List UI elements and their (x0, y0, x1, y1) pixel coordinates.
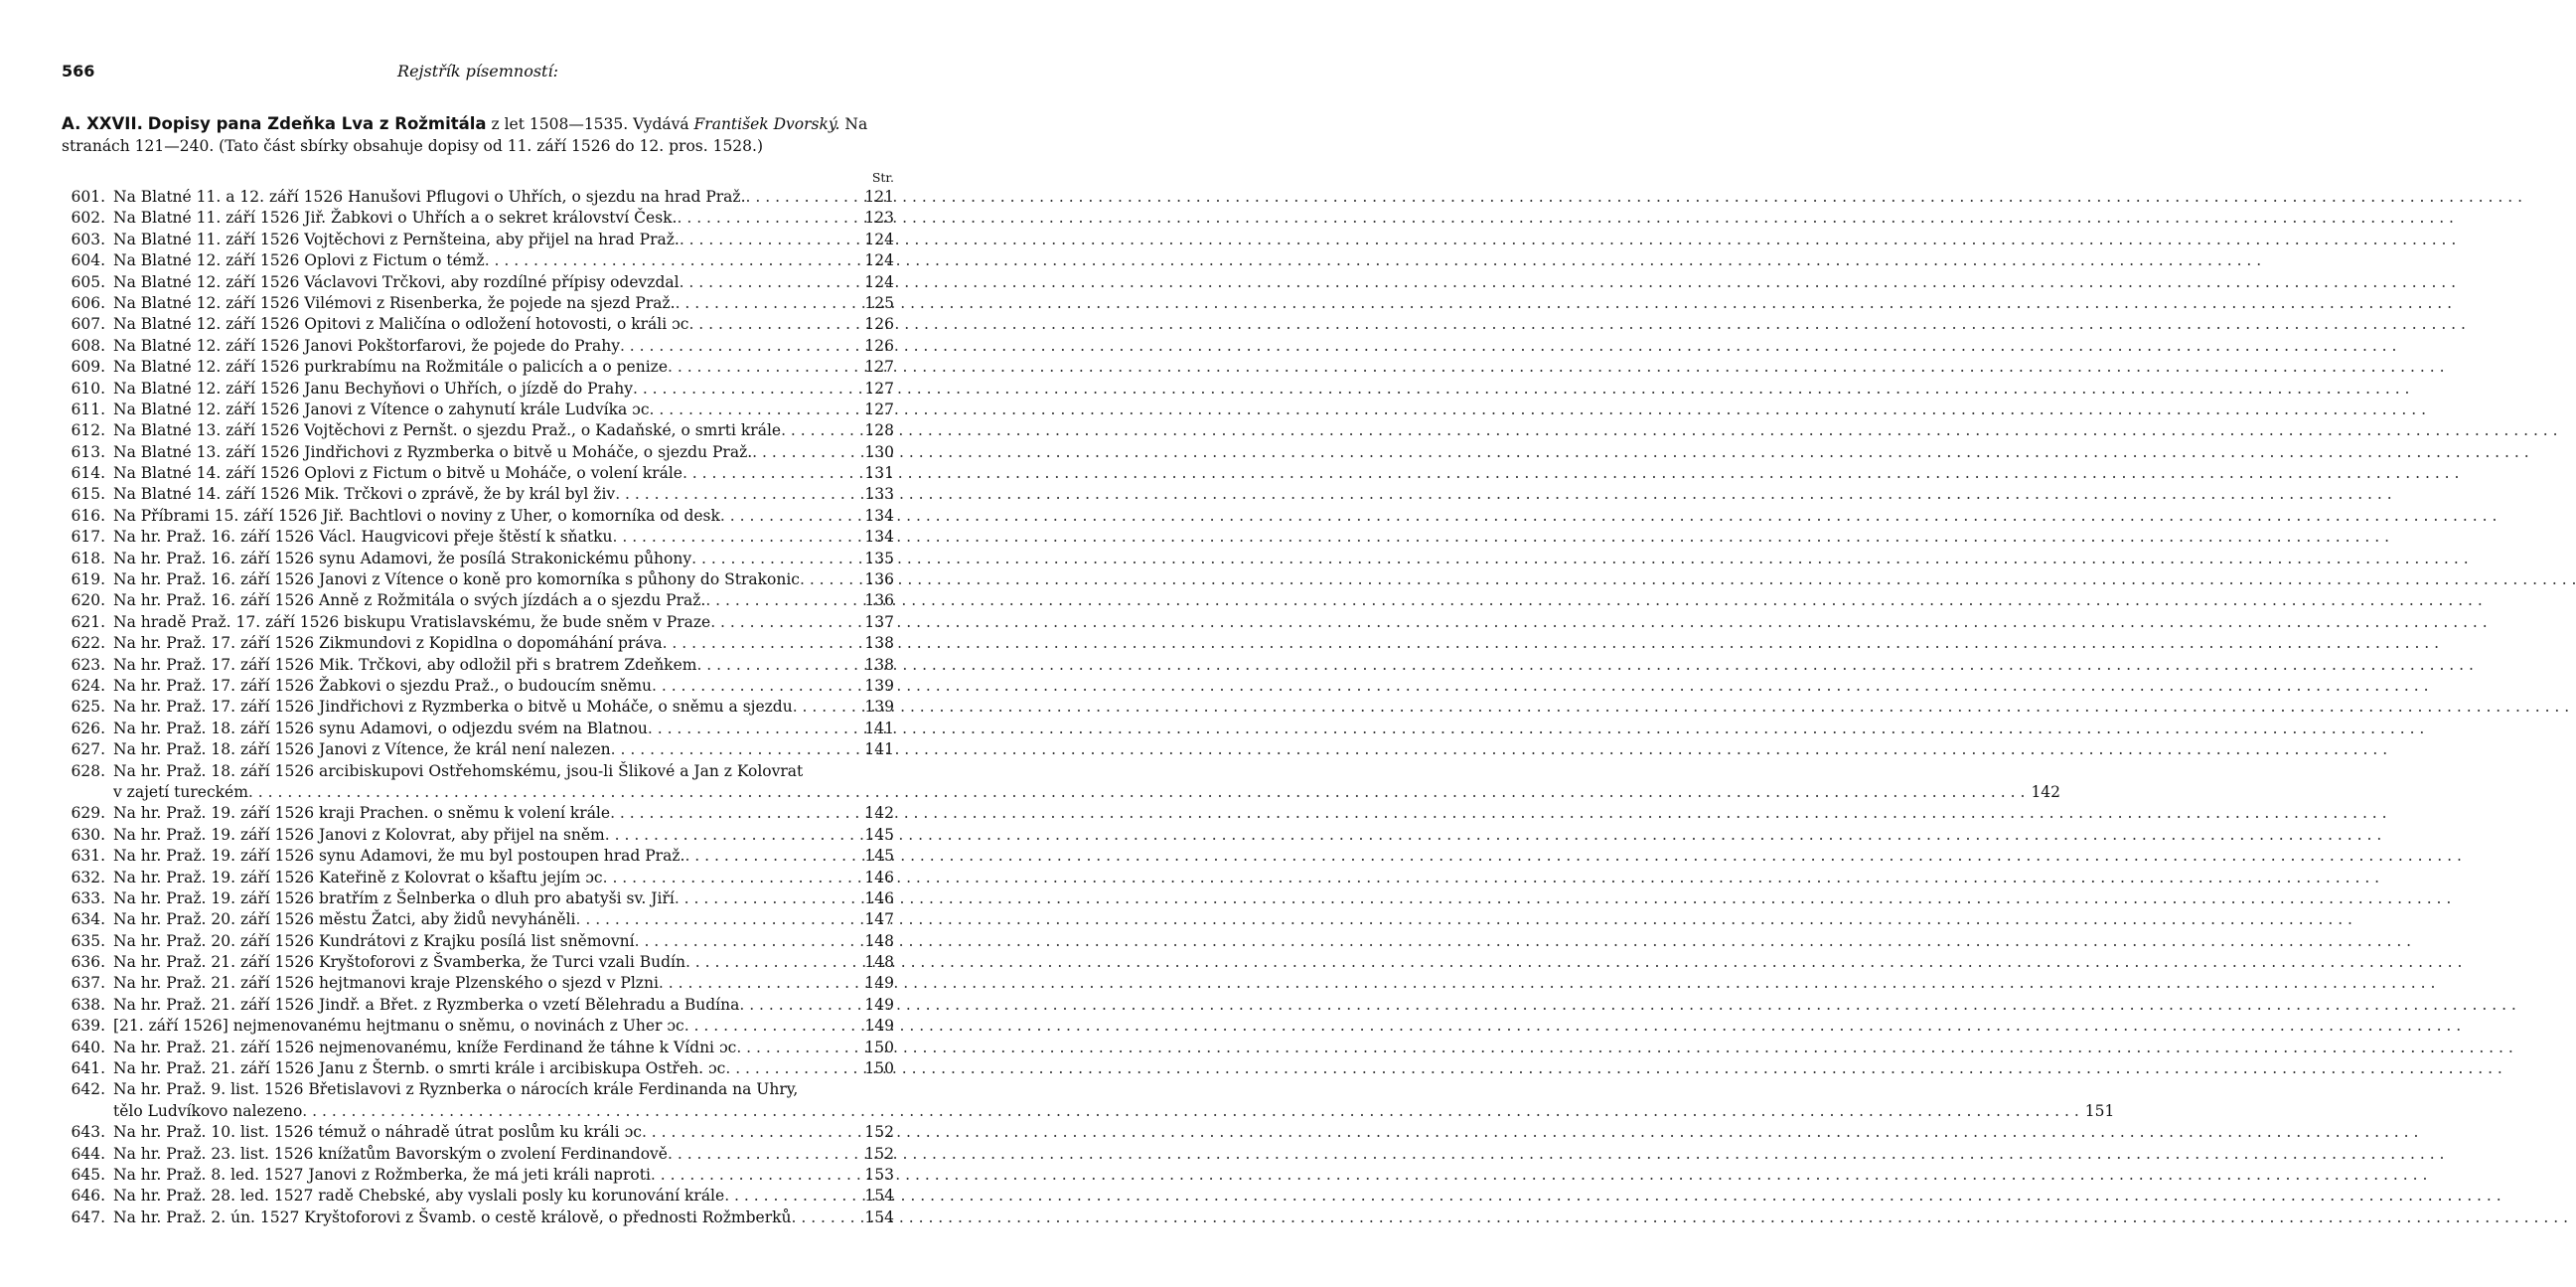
entry-page: 127 (864, 400, 894, 418)
dot-leader (635, 931, 859, 952)
dot-leader (610, 803, 858, 824)
entry-page: 134 (864, 506, 894, 525)
entry-number: 630. (71, 825, 105, 844)
list-item (62, 1079, 2115, 1122)
entry-number: 623. (71, 655, 105, 674)
dot-leader (736, 1038, 858, 1058)
entry-page: 135 (864, 549, 894, 567)
dot-leader (781, 420, 858, 441)
running-title: Rejstřík písemností: (397, 62, 558, 80)
entry-text: Na hr. Praž. 18. září 1526 arcibiskupovi Ostřehomskému, jsou-li Šlikové a Jan z Kolovrat (113, 761, 804, 780)
entry-text: Na hr. Praž. 16. září 1526 Anně z Rožmitála o svých jízdách a o sjezdu Praž. (113, 591, 706, 610)
dot-leader (611, 739, 859, 760)
entry-page: 150 (864, 1059, 894, 1078)
list-item (62, 250, 894, 271)
entry-number: 606. (71, 293, 105, 312)
dot-leader (696, 655, 858, 676)
dot-leader (485, 250, 859, 271)
entry-page: 123 (864, 209, 894, 228)
entry-text: Na hr. Praž. 18. září 1526 synu Adamovi, o odjezdu svém na Blatnou (113, 719, 648, 737)
list-item (62, 442, 894, 463)
entry-page: 146 (864, 868, 894, 886)
entry-page: 121 (864, 188, 894, 206)
entry-number: 625. (71, 698, 105, 717)
list-item (62, 1016, 894, 1037)
entry-number: 612. (71, 421, 105, 440)
list-item (62, 1144, 894, 1165)
entry-page: 152 (864, 1123, 894, 1142)
dot-leader (575, 909, 858, 930)
dot-leader (648, 719, 859, 739)
entry-page: 128 (864, 421, 894, 440)
entry-text: Na Blatné 12. září 1526 Janovi Pokštorfarovi, že pojede do Prahy (113, 336, 620, 355)
entry-page: 154 (864, 1187, 894, 1206)
entry-text: Na hr. Praž. 23. list. 1526 knížatům Bavorským o zvolení Ferdinandově (113, 1144, 668, 1163)
list-item (62, 1186, 894, 1207)
list-item (62, 484, 894, 505)
entry-text: Na Blatné 12. září 1526 Janu Bechyňovi o Uhřích, o jízdě do Prahy (113, 379, 633, 398)
entry-number: 618. (71, 549, 105, 567)
page-column-label: Str. (871, 170, 894, 185)
entry-page: 131 (864, 464, 894, 483)
entry-text: Na hr. Praž. 18. září 1526 Janovi z Vítence, že král není nalezen (113, 740, 611, 759)
list-item (62, 549, 894, 569)
entry-number: 611. (71, 400, 105, 418)
list-item (62, 463, 894, 484)
entry-text: Na Blatné 12. září 1526 purkrabímu na Rožmitále o palicích a o penize (113, 358, 668, 377)
entry-number: 607. (71, 315, 105, 334)
entry-text: Na hr. Praž. 8. led. 1527 Janovi z Rožmberka, že má jeti králi naproti (113, 1166, 651, 1185)
entry-text: Na Blatné 12. září 1526 Václavovi Trčkovi, aby rozdílné přípisy odevzdal (113, 272, 680, 291)
entry-text: Na hr. Praž. 2. ún. 1527 Kryštoforovi z Švamb. o cestě králově, o přednosti Rožmberků (113, 1207, 792, 1226)
entry-page: 136 (864, 591, 894, 610)
entry-page: 145 (864, 847, 894, 866)
entry-text: Na hr. Praž. 16. září 1526 Janovi z Vítence o koně pro komorníka s půhony do Strakonic (113, 570, 800, 589)
entry-number: 616. (71, 506, 105, 525)
list-item (62, 1058, 894, 1079)
list-item (62, 357, 894, 378)
entry-body (113, 1079, 2114, 1122)
list-item (62, 230, 894, 250)
entry-page: 148 (864, 931, 894, 950)
list-item (62, 272, 894, 293)
section-intro (62, 113, 894, 157)
entry-number: 646. (71, 1187, 105, 1206)
entry-page: 150 (864, 1038, 894, 1056)
page-number: 566 (62, 62, 95, 80)
dot-leader (652, 676, 858, 697)
entry-number: 641. (71, 1059, 105, 1078)
entry-number: 642. (71, 1080, 105, 1099)
dot-leader (642, 1122, 858, 1143)
entry-page: 134 (864, 528, 894, 547)
entry-page: 152 (864, 1144, 894, 1163)
list-item (62, 1207, 894, 1228)
list-item (62, 1122, 894, 1143)
list-item (62, 314, 894, 335)
entry-number: 613. (71, 442, 105, 461)
entry-text: Na Blatné 14. září 1526 Oplovi z Fictum o bitvě u Moháče, o volení krále (113, 464, 682, 483)
dot-leader (680, 230, 859, 250)
list-item (62, 527, 894, 548)
entry-page: 142 (864, 804, 894, 823)
list-item (62, 931, 894, 952)
entry-text: Na hr. Praž. 9. list. 1526 Břetislavovi z Ryznberka o nárocích krále Ferdinanda na Uhry, (113, 1080, 799, 1099)
list-item (62, 655, 894, 676)
entry-text: Na Blatné 14. září 1526 Mik. Trčkovi o zprávě, že by král byl živ (113, 485, 616, 504)
entry-number: 631. (71, 847, 105, 866)
list-item (62, 952, 894, 973)
entry-text: Na hr. Praž. 19. září 1526 Kateřině z Kolovrat o kšaftu jejím ɔc (113, 868, 603, 886)
entry-text: [21. září 1526] nejmenovanému hejtmanu o sněmu, o novinách z Uher ɔc (113, 1017, 684, 1036)
list-item (62, 697, 894, 718)
entry-page: 125 (864, 293, 894, 312)
list-item (62, 1038, 894, 1058)
entry-text-continued: tělo Ludvíkovo nalezeno (113, 1101, 303, 1120)
entry-page: 149 (864, 1017, 894, 1036)
entry-text: Na hr. Praž. 17. září 1526 Jindřichovi z Ryzmberka o bitvě u Moháče, o sněmu a sjezdu (113, 698, 793, 717)
dot-leader (620, 336, 858, 357)
entry-number: 643. (71, 1123, 105, 1142)
entry-number: 638. (71, 995, 105, 1014)
entry-number: 620. (71, 591, 105, 610)
list-item (62, 719, 894, 739)
dot-leader (603, 868, 859, 888)
section-editor: František Dvorský. (693, 115, 840, 133)
dot-leader (633, 379, 858, 400)
list-item (62, 293, 894, 314)
dot-leader (659, 973, 858, 994)
entry-page: 126 (864, 336, 894, 355)
dot-leader (688, 314, 858, 335)
dot-leader (691, 549, 858, 569)
entry-page: 133 (864, 485, 894, 504)
section-years: z let 1508—1535. Vydává (491, 115, 689, 133)
entry-number: 609. (71, 358, 105, 377)
entry-text: Na hr. Praž. 28. led. 1527 radě Chebské, aby vyslali posly ku korunování krále (113, 1187, 725, 1206)
entry-number: 624. (71, 676, 105, 695)
entry-page: 142 (2031, 782, 2061, 801)
list-item (62, 868, 894, 888)
dot-leader (684, 846, 858, 867)
entry-continuation (113, 1101, 2114, 1122)
entry-number: 632. (71, 868, 105, 886)
entry-text: Na Blatné 11. a 12. září 1526 Hanušovi Pflugovi o Uhřích, o sjezdu na hrad Praž. (113, 188, 746, 206)
dot-leader (651, 1165, 858, 1186)
list-item (62, 590, 894, 611)
dot-leader (800, 569, 858, 590)
entry-number: 608. (71, 336, 105, 355)
dot-leader (793, 697, 859, 718)
entry-page: 147 (864, 910, 894, 929)
entry-number: 635. (71, 931, 105, 950)
entry-page: 130 (864, 442, 894, 461)
entry-text: Na hr. Praž. 16. září 1526 Václ. Haugvicovi přeje štěstí k sňatku (113, 528, 613, 547)
entry-page: 127 (864, 379, 894, 398)
entry-number: 614. (71, 464, 105, 483)
entry-text: Na hr. Praž. 17. září 1526 Žabkovi o sjezdu Praž., o budoucím sněmu (113, 676, 652, 695)
dot-leader (682, 463, 858, 484)
dot-leader (676, 293, 859, 314)
entry-page: 127 (864, 358, 894, 377)
running-header (62, 62, 894, 85)
entry-body (113, 761, 2060, 804)
list-item (62, 612, 894, 633)
entry-text: Na Blatné 13. září 1526 Jindřichovi z Ryzmberka o bitvě u Moháče, o sjezdu Praž. (113, 442, 753, 461)
entry-text: Na Blatné 12. září 1526 Oplovi z Fictum o témž (113, 251, 485, 270)
entry-text: Na hr. Praž. 10. list. 1526 témuž o náhradě útrat poslům ku králi ɔc (113, 1123, 642, 1142)
entry-text: Na hr. Praž. 20. září 1526 městu Žatci, aby židů nevyháněli (113, 910, 576, 929)
list-item (62, 995, 894, 1016)
dot-leader (746, 187, 859, 208)
entry-text: Na hradě Praž. 17. září 1526 biskupu Vratislavskému, že bude sněm v Praze (113, 612, 711, 631)
dot-leader (685, 952, 858, 973)
list-item (62, 1165, 894, 1186)
entry-number: 619. (71, 570, 105, 589)
entry-text-continued: v zajetí tureckém (113, 782, 248, 801)
entry-text: Na Příbrami 15. září 1526 Jiř. Bachtlovi o noviny z Uher, o komorníka od desk (113, 506, 720, 525)
dot-leader (650, 400, 859, 420)
entry-text: Na hr. Praž. 19. září 1526 Janovi z Kolovrat, aby přijel na sněm (113, 825, 605, 844)
entry-text: Na Blatné 12. září 1526 Janovi z Vítence o zahynutí krále Ludvíka ɔc (113, 400, 650, 418)
entry-text: Na Blatné 13. září 1526 Vojtěchovi z Pernšt. o sjezdu Praž., o Kadaňské, o smrti krále (113, 421, 782, 440)
list-item (62, 336, 894, 357)
entry-text: Na Blatné 12. září 1526 Opitovi z Maličína o odložení hotovosti, o králi ɔc (113, 315, 689, 334)
entry-text: Na Blatné 12. září 1526 Vilémovi z Risenberka, že pojede na sjezd Praž. (113, 293, 676, 312)
section-label: A. XXVII. (62, 114, 143, 133)
entry-page: 149 (864, 974, 894, 993)
entry-number: 633. (71, 888, 105, 907)
entry-number: 634. (71, 910, 105, 929)
entry-number: 605. (71, 272, 105, 291)
dot-leader (725, 1058, 858, 1079)
entry-number: 622. (71, 634, 105, 653)
list-item (62, 187, 894, 208)
list-item (62, 846, 894, 867)
entry-number: 637. (71, 974, 105, 993)
entry-page: 148 (864, 953, 894, 972)
dot-leader (792, 1207, 859, 1228)
dot-leader (752, 442, 858, 463)
list-item (62, 825, 894, 846)
list-item (62, 739, 894, 760)
list-item (62, 506, 894, 527)
entry-page: 153 (864, 1166, 894, 1185)
entry-number: 601. (71, 188, 105, 206)
dot-leader (668, 357, 858, 378)
list-item (62, 420, 894, 441)
entry-number: 617. (71, 528, 105, 547)
entry-text: Na hr. Praž. 17. září 1526 Zikmundovi z Kopidlna o dopomáhání práva (113, 634, 663, 653)
entry-list (62, 187, 2115, 1228)
entry-number: 626. (71, 719, 105, 737)
list-item (62, 973, 894, 994)
dot-leader (248, 782, 2026, 803)
dot-leader (668, 1144, 858, 1165)
entry-text: Na Blatné 11. září 1526 Vojtěchovi z Pernšteina, aby přijel na hrad Praž. (113, 230, 680, 248)
entry-text: Na hr. Praž. 21. září 1526 nejmenovanému, kníže Ferdinand že táhne k Vídni ɔc (113, 1038, 737, 1056)
entry-number: 636. (71, 953, 105, 972)
dot-leader (684, 1016, 859, 1037)
entry-text: Na hr. Praž. 19. září 1526 synu Adamovi, že mu byl postoupen hrad Praž. (113, 847, 685, 866)
entry-number: 627. (71, 740, 105, 759)
entry-page: 124 (864, 272, 894, 291)
entry-number: 645. (71, 1166, 105, 1185)
entry-number: 640. (71, 1038, 105, 1056)
dot-leader (613, 527, 859, 548)
entry-number: 602. (71, 209, 105, 228)
list-item (62, 208, 894, 229)
list-item (62, 379, 894, 400)
entry-page: 138 (864, 634, 894, 653)
entry-page: 151 (2084, 1101, 2115, 1120)
list-item (62, 569, 894, 590)
entry-page: 149 (864, 995, 894, 1014)
dot-leader (663, 633, 859, 654)
entry-text: Na hr. Praž. 20. září 1526 Kundrátovi z Krajku posílá list sněmovní (113, 931, 635, 950)
entry-text: Na hr. Praž. 16. září 1526 synu Adamovi, že posílá Strakonickému půhony (113, 549, 692, 567)
list-item (62, 676, 894, 697)
dot-leader (302, 1101, 2079, 1122)
dot-leader (720, 506, 859, 527)
entry-page: 124 (864, 251, 894, 270)
dot-leader (710, 612, 858, 633)
entry-text: Na hr. Praž. 19. září 1526 bratřím z Šelnberka o dluh pro abatyši sv. Jiří (113, 888, 675, 907)
dot-leader (724, 1186, 858, 1207)
entry-number: 604. (71, 251, 105, 270)
list-item (62, 803, 894, 824)
entry-page: 139 (864, 698, 894, 717)
entry-page: 139 (864, 676, 894, 695)
entry-page: 141 (864, 740, 894, 759)
section-note: Na stranách 121—240. (Tato část sbírky obsahuje dopisy od 11. září 1526 do 12. pros. 1528.) (62, 115, 868, 155)
dot-leader (680, 272, 859, 293)
entry-text: Na hr. Praž. 21. září 1526 hejtmanovi kraje Plzenského o sjezd v Plzni (113, 974, 659, 993)
list-item (62, 400, 894, 420)
list-item (62, 761, 2061, 804)
entry-number: 639. (71, 1017, 105, 1036)
entry-continuation (113, 782, 2060, 803)
entry-number: 610. (71, 379, 105, 398)
entry-text: Na hr. Praž. 21. září 1526 Janu z Šternb. o smrti krále i arcibiskupa Ostřeh. ɔc (113, 1059, 726, 1078)
list-item (62, 633, 894, 654)
dot-leader (675, 888, 859, 909)
list-item (62, 909, 894, 930)
dot-leader (739, 995, 858, 1016)
entry-page: 126 (864, 315, 894, 334)
entry-number: 621. (71, 612, 105, 631)
dot-leader (605, 825, 859, 846)
entry-page: 145 (864, 825, 894, 844)
entry-page: 146 (864, 888, 894, 907)
entry-page: 154 (864, 1207, 894, 1226)
entry-page: 137 (864, 612, 894, 631)
entry-text: Na hr. Praž. 17. září 1526 Mik. Trčkovi, aby odložil při s bratrem Zdeňkem (113, 655, 697, 674)
entry-text: Na hr. Praž. 21. září 1526 Jindř. a Břet. z Ryzmberka o vzetí Bělehradu a Budína (113, 995, 740, 1014)
entry-number: 628. (71, 761, 105, 780)
entry-page: 141 (864, 719, 894, 737)
entry-text: Na hr. Praž. 21. září 1526 Kryštoforovi z Švamberka, že Turci vzali Budín (113, 953, 685, 972)
dot-leader (615, 484, 858, 505)
entry-number: 615. (71, 485, 105, 504)
entry-text: Na Blatné 11. září 1526 Jiř. Žabkovi o Uhřích a o sekret království Česk. (113, 209, 678, 228)
section-title: Dopisy pana Zdeňka Lva z Rožmitála (147, 114, 487, 133)
entry-page: 136 (864, 570, 894, 589)
entry-page: 138 (864, 655, 894, 674)
entry-number: 629. (71, 804, 105, 823)
entry-text: Na hr. Praž. 19. září 1526 kraji Prachen. o sněmu k volení krále (113, 804, 611, 823)
entry-number: 603. (71, 230, 105, 248)
entry-number: 647. (71, 1207, 105, 1226)
dot-leader (705, 590, 858, 611)
entry-page: 124 (864, 230, 894, 248)
list-item (62, 888, 894, 909)
entry-number: 644. (71, 1144, 105, 1163)
dot-leader (677, 208, 858, 229)
